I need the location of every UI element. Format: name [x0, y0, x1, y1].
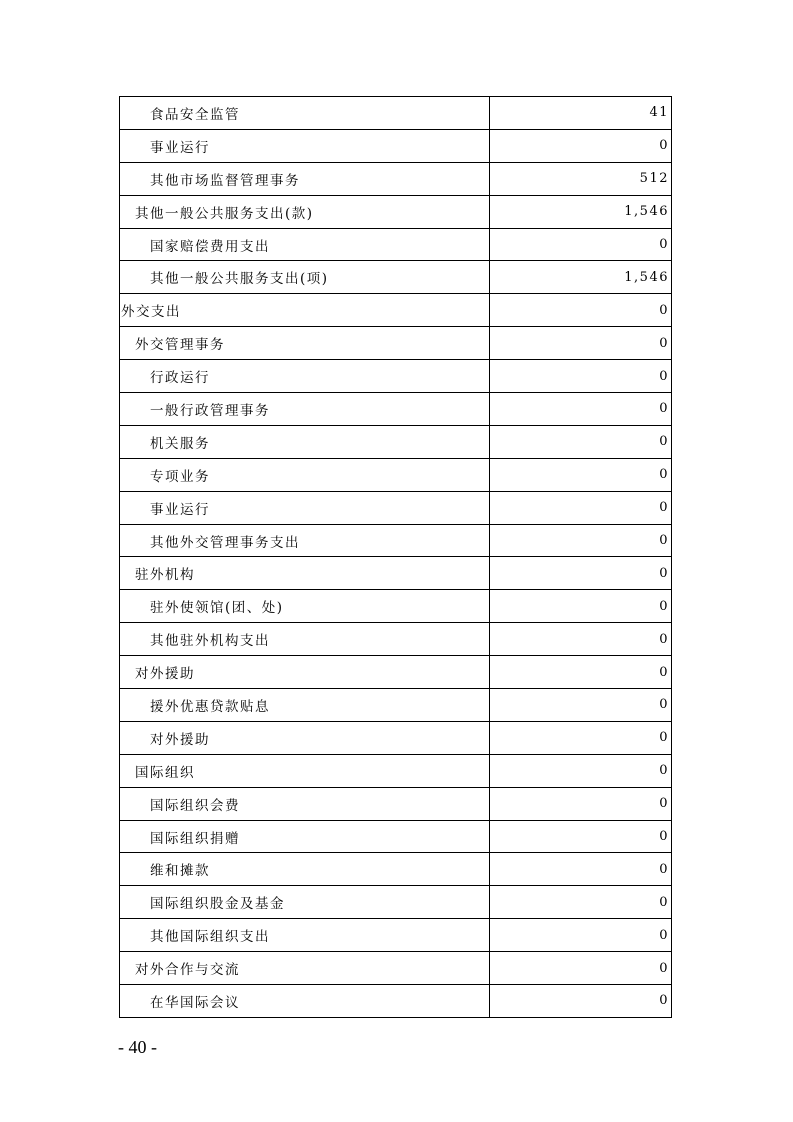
item-name-cell: 援外优惠贷款贴息	[120, 689, 490, 721]
table-row	[120, 294, 672, 327]
item-amount-cell: 0	[490, 590, 672, 622]
item-amount-cell: 0	[490, 952, 672, 984]
item-name-cell: 驻外使领馆(团、处)	[120, 590, 490, 622]
item-amount-cell: 0	[490, 294, 672, 326]
item-name-cell: 国际组织	[120, 755, 490, 787]
item-name-cell: 在华国际会议	[120, 985, 490, 1017]
table-row	[120, 525, 672, 558]
item-name-cell: 机关服务	[120, 426, 490, 458]
item-name-cell: 一般行政管理事务	[120, 393, 490, 425]
table-row	[120, 327, 672, 360]
table-row	[120, 755, 672, 788]
item-amount-cell: 0	[490, 492, 672, 524]
item-name-cell: 国际组织股金及基金	[120, 886, 490, 918]
table-row	[120, 985, 672, 1018]
item-amount-cell: 0	[490, 788, 672, 820]
item-name-cell: 外交管理事务	[120, 327, 490, 359]
table-row	[120, 656, 672, 689]
table-row	[120, 163, 672, 196]
item-amount-cell: 0	[490, 327, 672, 359]
item-name-cell: 专项业务	[120, 459, 490, 491]
item-name-cell: 其他外交管理事务支出	[120, 525, 490, 557]
table-row	[120, 919, 672, 952]
item-name-cell: 其他驻外机构支出	[120, 623, 490, 655]
table-row	[120, 853, 672, 886]
table-row	[120, 623, 672, 656]
item-name-cell: 对外援助	[120, 656, 490, 688]
item-amount-cell: 0	[490, 360, 672, 392]
item-amount-cell: 0	[490, 229, 672, 261]
item-amount-cell: 0	[490, 985, 672, 1017]
item-amount-cell: 0	[490, 689, 672, 721]
table-row	[120, 130, 672, 163]
table-row	[120, 557, 672, 590]
item-name-cell: 国际组织会费	[120, 788, 490, 820]
item-amount-cell: 0	[490, 130, 672, 162]
item-name-cell: 行政运行	[120, 360, 490, 392]
item-amount-cell: 1,546	[490, 261, 672, 293]
table-row	[120, 426, 672, 459]
item-amount-cell: 1,546	[490, 196, 672, 228]
table-row	[120, 360, 672, 393]
table-row	[120, 492, 672, 525]
table-row	[120, 196, 672, 229]
table-row	[120, 689, 672, 722]
item-amount-cell: 0	[490, 459, 672, 491]
item-name-cell: 事业运行	[120, 130, 490, 162]
item-amount-cell: 0	[490, 525, 672, 557]
item-amount-cell: 0	[490, 656, 672, 688]
table-row	[120, 459, 672, 492]
table-row	[120, 788, 672, 821]
item-amount-cell: 0	[490, 755, 672, 787]
item-name-cell: 对外援助	[120, 722, 490, 754]
table-row	[120, 821, 672, 854]
item-name-cell: 外交支出	[120, 294, 490, 326]
page-number: - 40 -	[118, 1037, 157, 1057]
item-name-cell: 其他国际组织支出	[120, 919, 490, 951]
item-name-cell: 其他一般公共服务支出(项)	[120, 261, 490, 293]
item-amount-cell: 41	[490, 97, 672, 129]
item-name-cell: 国家赔偿费用支出	[120, 229, 490, 261]
table-row	[120, 952, 672, 985]
item-name-cell: 其他一般公共服务支出(款)	[120, 196, 490, 228]
table-row	[120, 393, 672, 426]
item-amount-cell: 0	[490, 557, 672, 589]
table-row	[120, 886, 672, 919]
item-name-cell: 维和摊款	[120, 853, 490, 885]
expenditure-table	[119, 96, 672, 1018]
item-amount-cell: 0	[490, 821, 672, 853]
item-name-cell: 驻外机构	[120, 557, 490, 589]
item-amount-cell: 0	[490, 426, 672, 458]
item-amount-cell: 0	[490, 623, 672, 655]
item-amount-cell: 0	[490, 393, 672, 425]
table-row	[120, 722, 672, 755]
item-name-cell: 国际组织捐赠	[120, 821, 490, 853]
item-name-cell: 对外合作与交流	[120, 952, 490, 984]
item-name-cell: 事业运行	[120, 492, 490, 524]
table-row	[120, 97, 672, 130]
item-amount-cell: 0	[490, 886, 672, 918]
item-amount-cell: 0	[490, 853, 672, 885]
item-name-cell: 食品安全监管	[120, 97, 490, 129]
table-row	[120, 590, 672, 623]
item-amount-cell: 512	[490, 163, 672, 195]
table-row	[120, 261, 672, 294]
item-name-cell: 其他市场监督管理事务	[120, 163, 490, 195]
table-row	[120, 229, 672, 262]
item-amount-cell: 0	[490, 919, 672, 951]
item-amount-cell: 0	[490, 722, 672, 754]
